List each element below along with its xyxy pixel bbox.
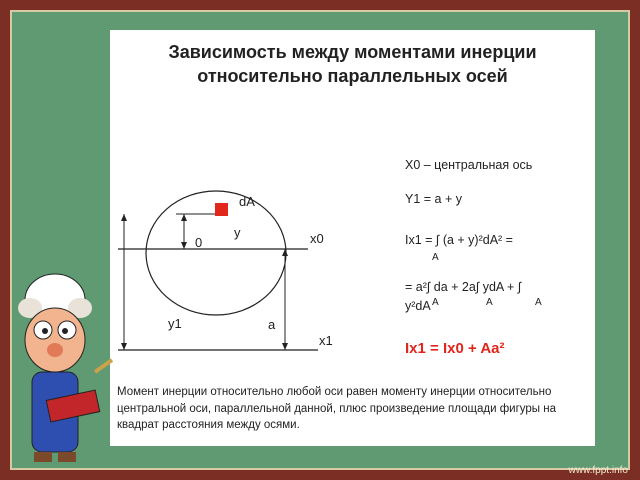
arrow-y1-top xyxy=(121,214,127,221)
theorem-description: Момент инерции относительно любой оси равен моменту инерции относительно центральной оси, параллельной данной, плюс произведение площади фигуры на квадрат расстояния между осями. xyxy=(117,386,556,431)
label-dA: dA xyxy=(239,194,255,209)
arrow-y-bottom xyxy=(181,242,187,249)
title-line-2: относительно параллельных осей xyxy=(197,66,508,86)
ix1-formula-line1: Ix1 = ∫ (a + y)²dA² = xyxy=(405,233,513,247)
arrow-a-top xyxy=(282,249,288,256)
integral-subscript-1: A xyxy=(432,252,439,263)
ix1-formula-line3: y²dA xyxy=(405,299,431,313)
professor-cartoon xyxy=(18,274,112,462)
y1-definition: Y1 = a + y xyxy=(405,192,462,206)
site-footer: www.fppt.info xyxy=(568,465,628,476)
label-y: y xyxy=(234,225,241,240)
ix1-formula-line2: = a²∫ da + 2a∫ ydA + ∫ xyxy=(405,280,522,294)
label-x0: x0 xyxy=(310,231,324,246)
label-x1: x1 xyxy=(319,333,333,348)
label-a: a xyxy=(268,317,276,332)
integral-subscript-2: A xyxy=(432,297,439,308)
dA-element xyxy=(215,203,228,216)
arrow-y1-bottom xyxy=(121,343,127,350)
parallel-axis-result: Ix1 = Ix0 + Aa² xyxy=(405,340,505,357)
arrow-a-bottom xyxy=(282,343,288,350)
integral-subscript-3: A xyxy=(486,297,493,308)
integral-subscript-4: A xyxy=(535,297,542,308)
title-line-1: Зависимость между моментами инерции xyxy=(168,42,537,62)
label-y1: y1 xyxy=(168,316,182,331)
label-origin: 0 xyxy=(195,235,203,250)
axis-note: X0 – центральная ось xyxy=(405,158,533,172)
arrow-y-top xyxy=(181,214,187,221)
